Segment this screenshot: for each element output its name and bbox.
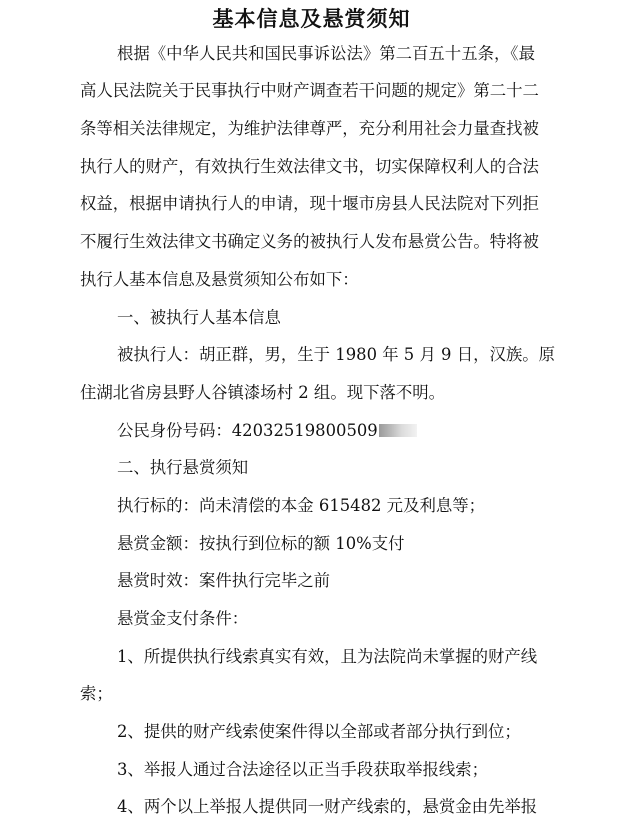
enforcement-target-line: 执行标的：尚未清偿的本金 615482 元及利息等； bbox=[117, 496, 486, 515]
id-number-line bbox=[117, 419, 417, 443]
condition-3-line: 3、举报人通过合法途径以正当手段获取举报线索； bbox=[117, 760, 489, 779]
document-title: 基本信息及悬赏须知 bbox=[212, 7, 411, 31]
condition-1-line-2: 索； bbox=[80, 684, 113, 703]
body-line-3: 条等相关法律规定，为维护法律尊严，充分利用社会力量查找被 bbox=[80, 119, 539, 138]
condition-4-line: 4、两个以上举报人提供同一财产线索的，悬赏金由先举报 bbox=[117, 797, 538, 816]
debtor-info-line-2: 住湖北省房县野人谷镇漆场村 2 组。现下落不明。 bbox=[80, 383, 446, 402]
section-heading-2: 二、执行悬赏须知 bbox=[117, 458, 249, 477]
body-line-5: 权益，根据申请执行人的申请，现十堰市房县人民法院对下列拒 bbox=[80, 194, 539, 213]
reward-validity-line: 悬赏时效：案件执行完毕之前 bbox=[117, 571, 331, 590]
redaction-mark bbox=[379, 424, 417, 437]
payment-conditions-heading: 悬赏金支付条件： bbox=[117, 609, 249, 628]
id-number-text: 公民身份号码：42032519800509 bbox=[117, 421, 378, 440]
debtor-info-line-1: 被执行人：胡正群，男，生于 1980 年 5 月 9 日，汉族。原 bbox=[117, 345, 556, 364]
body-line-2: 高人民法院关于民事执行中财产调查若干问题的规定》第二十二 bbox=[80, 81, 539, 100]
condition-1-line-1: 1、所提供执行线索真实有效，且为法院尚未掌握的财产线 bbox=[117, 647, 538, 666]
reward-amount-line: 悬赏金额：按执行到位标的额 10%支付 bbox=[117, 534, 405, 553]
body-line-7: 执行人基本信息及悬赏须知公布如下： bbox=[80, 270, 359, 289]
section-heading-1: 一、被执行人基本信息 bbox=[117, 308, 281, 327]
condition-2-line: 2、提供的财产线索使案件得以全部或者部分执行到位； bbox=[117, 722, 521, 741]
body-line-1: 根据《中华人民共和国民事诉讼法》第二百五十五条，《最 bbox=[117, 44, 535, 63]
body-line-6: 不履行生效法律文书确定义务的被执行人发布悬赏公告。特将被 bbox=[80, 232, 539, 251]
body-line-4: 执行人的财产，有效执行生效法律文书，切实保障权利人的合法 bbox=[80, 157, 539, 176]
